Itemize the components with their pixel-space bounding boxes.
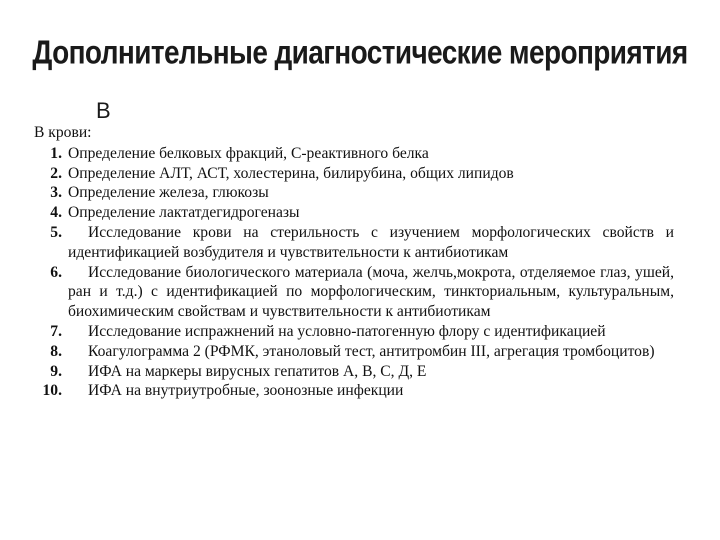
item-text: ИФА на маркеры вирусных гепатитов А, В, С, Д, Е <box>88 362 427 380</box>
slide-title: Дополнительные диагностические мероприятия <box>32 34 688 71</box>
item-number: 1. <box>50 144 62 162</box>
list-item <box>34 183 674 203</box>
item-text: Исследование крови на стерильность с изучением морфологических свойств и идентификацией возбудителя и чувствительности к антибиотикам <box>68 223 674 261</box>
diagnostic-list <box>34 144 674 401</box>
item-number: 2. <box>50 164 62 182</box>
item-number: 6. <box>50 263 62 281</box>
item-number: 9. <box>50 362 62 380</box>
list-item <box>34 362 674 382</box>
item-number: 10. <box>42 382 62 400</box>
item-number: 5. <box>50 223 62 241</box>
list-item <box>34 144 674 164</box>
item-text: ИФА на внутриутробные, зоонозные инфекции <box>88 382 404 400</box>
list-item <box>34 164 674 184</box>
list-item <box>34 381 674 401</box>
item-text: Определение железа, глюкозы <box>68 184 269 202</box>
item-number: 8. <box>50 342 62 360</box>
item-number: 3. <box>50 184 62 202</box>
item-number: 7. <box>50 322 62 340</box>
title-fragment-text: В <box>96 98 111 123</box>
item-text: Коагулограмма 2 (РФМК, этаноловый тест, антитромбин III, агрегация тромбоцитов) <box>88 342 655 360</box>
list-item <box>34 322 674 342</box>
list-item <box>34 203 674 223</box>
item-text: Определение белковых фракций, С-реактивного белка <box>68 144 429 162</box>
list-item <box>34 223 674 263</box>
list-item <box>34 263 674 322</box>
list-item <box>34 342 674 362</box>
item-text: Исследование биологического материала (моча, желчь,мокрота, отделяемое глаз, ушей, ран и т.д.) с идентификацией по морфологическим, тинкториальным, культуральным, биохимическим свойствам и чувствительности к антибиотикам <box>68 263 674 321</box>
item-text: Определение АЛТ, АСТ, холестерина, билирубина, общих липидов <box>68 164 514 182</box>
item-text: Исследование испражнений на условно-патогенную флору с идентификацией <box>88 322 606 340</box>
item-text: Определение лактатдегидрогеназы <box>68 204 300 222</box>
item-number: 4. <box>50 204 62 222</box>
section-label: В крови: <box>34 124 92 141</box>
content-body <box>34 123 674 401</box>
